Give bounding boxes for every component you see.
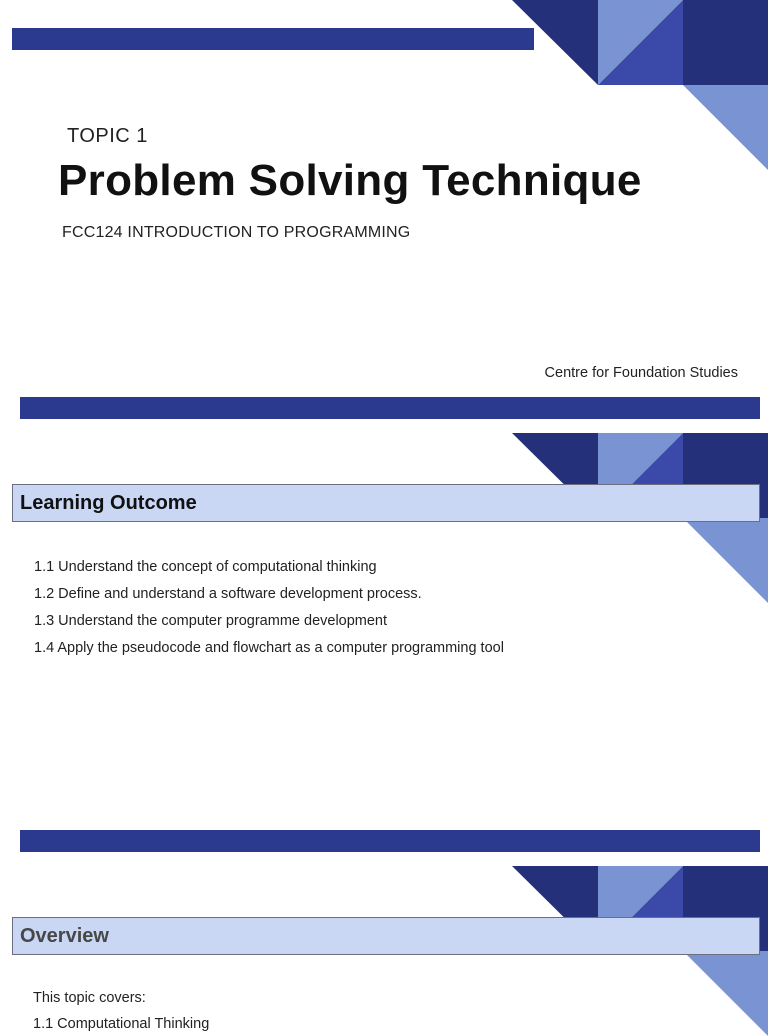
learning-outcome-header bbox=[12, 484, 760, 522]
list-item: 1.1 Understand the concept of computational thinking bbox=[34, 559, 377, 575]
list-item: 1.2 Define and understand a software development process. bbox=[34, 586, 422, 602]
list-item: 1.4 Apply the pseudocode and flowchart as a computer programming tool bbox=[34, 640, 504, 656]
list-item: 1.1 Computational Thinking bbox=[33, 1016, 210, 1032]
overview-intro: This topic covers: bbox=[33, 990, 146, 1006]
learning-outcome-list bbox=[34, 557, 504, 665]
topic-label: TOPIC 1 bbox=[67, 125, 148, 147]
slide-title: Problem Solving Technique bbox=[58, 156, 642, 205]
list-item: 1.3 Understand the computer programme development bbox=[34, 613, 388, 629]
section-heading: Overview bbox=[20, 924, 109, 947]
overview-header bbox=[12, 917, 760, 955]
slide-separator-bar bbox=[20, 830, 760, 852]
slide-separator-bar bbox=[20, 397, 760, 419]
institution-name: Centre for Foundation Studies bbox=[544, 365, 738, 381]
course-title: FCC124 INTRODUCTION TO PROGRAMMING bbox=[62, 224, 411, 241]
section-heading: Learning Outcome bbox=[20, 491, 197, 514]
